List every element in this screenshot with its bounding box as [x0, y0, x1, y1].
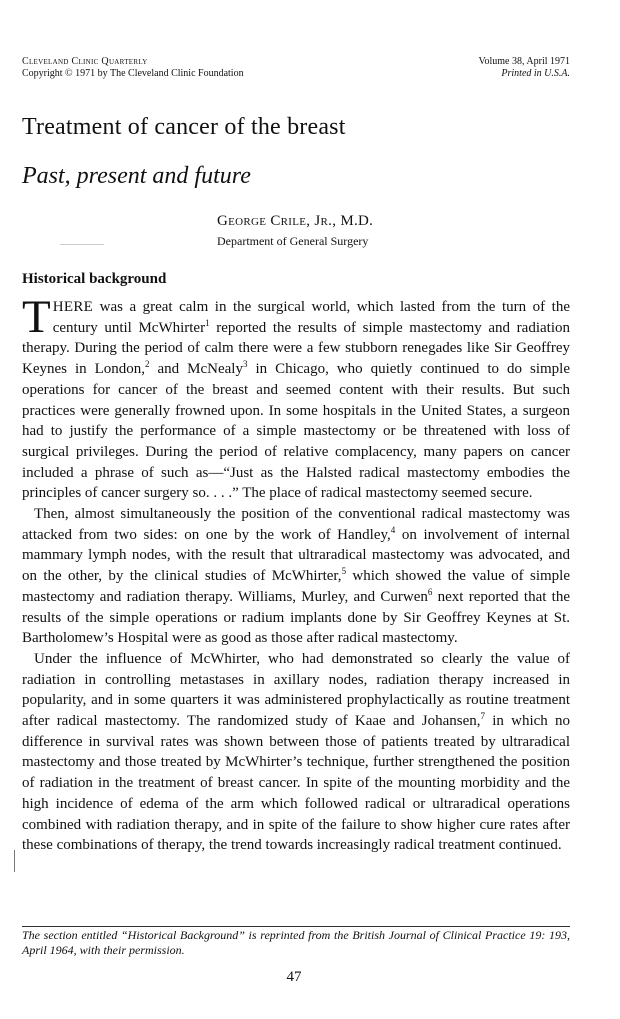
- body-paragraph-3: [22, 649, 570, 856]
- reference-marker: 3: [242, 359, 248, 370]
- article-title: Treatment of cancer of the breast: [22, 114, 346, 140]
- body-paragraph-1: [22, 291, 571, 504]
- paragraph-text: on involvement of internal mammary lymph nodes, with the result that ultraradical mastectomy was advocated, and on the other, by the clinical studies of McWhirter,: [22, 526, 570, 585]
- footnote: [22, 928, 570, 958]
- drop-cap: T: [22, 291, 51, 343]
- body-paragraph-2: [22, 504, 570, 649]
- author-affiliation: Department of General Surgery: [217, 234, 369, 248]
- printed-line: Printed in U.S.A.: [501, 68, 570, 79]
- paragraph-text: in which no difference in survival rates was shown between those of patients treated by ultraradical mastectomy and those treated by McWhirter’s technique, further strengthened the position of radiation in the treatment of breast cancer. In spite of the mounting morbidity and the high incidence of edema of the arm which followed radical or ultraradical operations combined with radiation therapy, and in spite of the failure to show higher cure rates after these combinations of therapy, the trend towards increasingly radical treatment continued.: [22, 713, 571, 854]
- paragraph-text: which showed the value of simple mastectomy and radiation therapy. Williams, Murley, and Curwen: [22, 568, 570, 605]
- footnote-text: The section entitled “Historical Background” is reprinted from the British Journal of Clinical Practice 19: 193, April 1964, with their permission.: [22, 928, 570, 957]
- running-header-left: [22, 56, 322, 80]
- reference-marker: 2: [145, 359, 150, 370]
- divider: [60, 244, 104, 245]
- paragraph-text: next reported that the results of the simple operations or radium implants done by Sir Geoffrey Keynes at St. Bartholomew’s Hospital were as good as those after radical mastectomy.: [22, 588, 570, 647]
- paragraph-text: Under the influence of McWhirter, who had demonstrated so clearly the value of radiation in controlling metastases in axillary nodes, radiation therapy increased in popularity, and in some quarters it was administered prophylactically as routine treatment after radical mastectomy. The randomized study of Kaae and Johansen,: [22, 650, 570, 730]
- article-subtitle: Past, present and future: [22, 163, 251, 189]
- running-header-right: [350, 56, 570, 80]
- margin-mark: [14, 850, 15, 872]
- footnote-rule: [22, 926, 570, 927]
- page-number: 47: [286, 969, 302, 985]
- article-body: [22, 291, 571, 856]
- reference-marker: 5: [341, 566, 347, 577]
- lead-word: HERE: [52, 299, 94, 315]
- reference-marker: 7: [480, 711, 486, 722]
- journal-name: Cleveland Clinic Quarterly: [22, 56, 148, 67]
- paragraph-text: was a great calm in the surgical world, which lasted from the turn of the century until McWhirter: [52, 299, 570, 336]
- volume-line: Volume 38, April 1971: [478, 56, 570, 67]
- paragraph-text: in Chicago, who quietly continued to do simple operations for cancer of the breast and seemed content with their results. But such practices were generally frowned upon. In some hospitals in the United States, a surgeon had to justify the performance of a simple mastectomy or be threatened with loss of surgical privileges. During the period of relative complacency, many papers on cancer included a phrase of such as—“Just as the Halsted radical mastectomy embodies the principles of cancer surgery so. . . .” The place of radical mastectomy seemed secure.: [22, 361, 571, 502]
- paragraph-text: reported the results of simple mastectomy and radiation therapy. During the period of calm there were a few stubborn renegades like Sir Geoffrey Keynes in London,: [22, 319, 570, 378]
- reference-marker: 1: [205, 317, 210, 328]
- copyright-line: Copyright © 1971 by The Cleveland Clinic Foundation: [22, 68, 244, 79]
- reference-marker: 6: [427, 586, 433, 597]
- paragraph-text: Then, almost simultaneously the position of the conventional radical mastectomy was attacked from two sides: on one by the work of Handley,: [22, 506, 570, 543]
- paragraph-text: and McNealy: [149, 361, 243, 378]
- section-heading: Historical background: [22, 271, 167, 287]
- reference-marker: 4: [390, 524, 396, 535]
- author-name: George Crile, Jr., M.D.: [217, 213, 374, 229]
